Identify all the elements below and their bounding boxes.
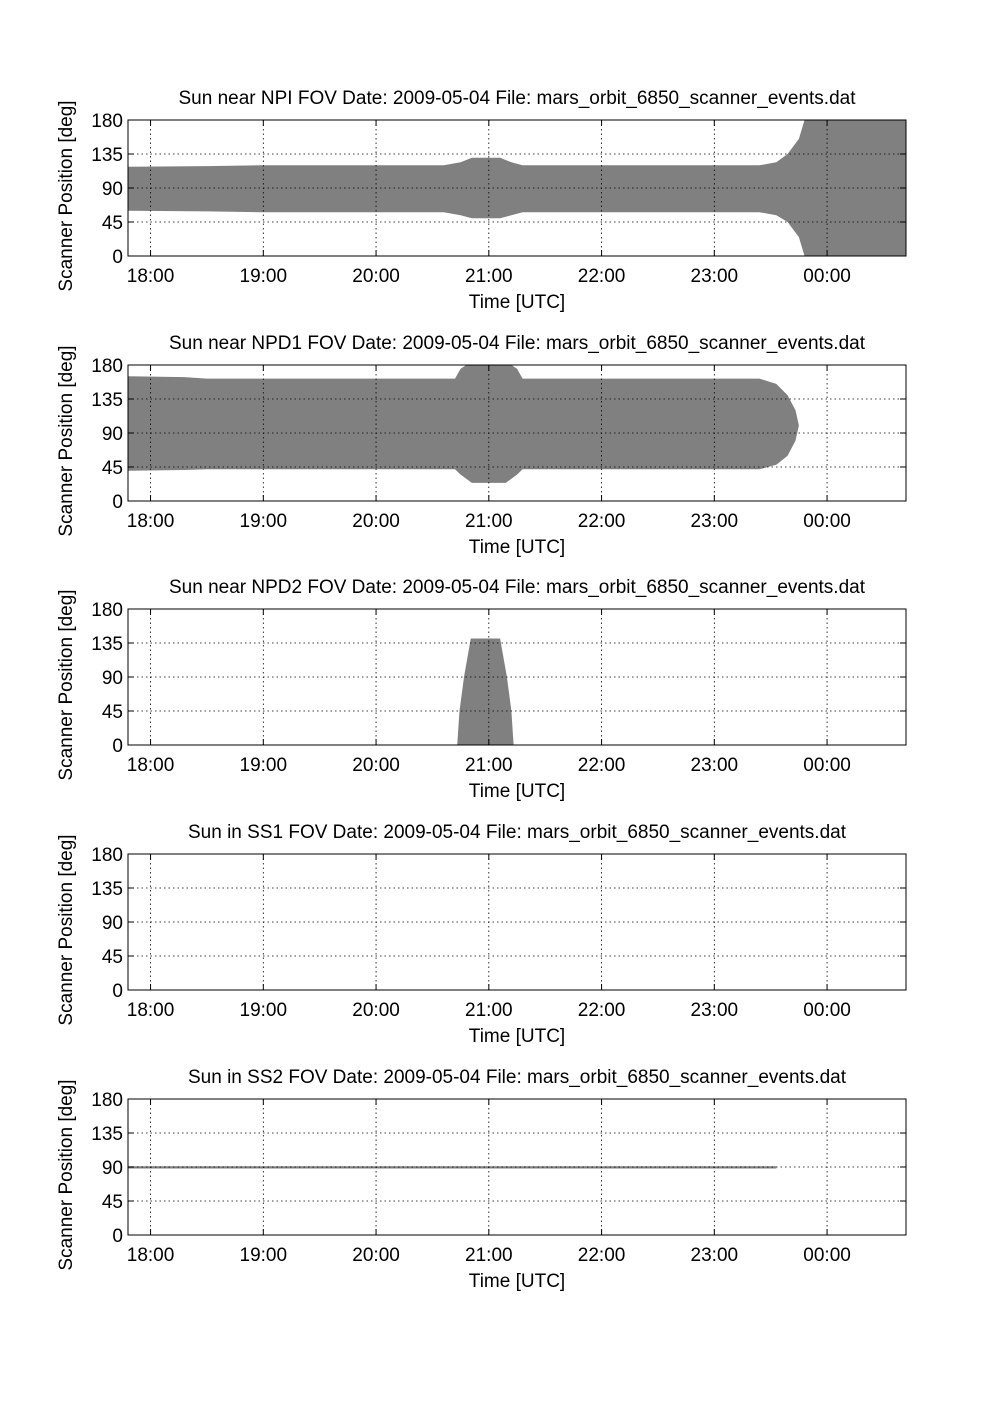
x-tick-label: 21:00 [465, 266, 513, 287]
y-tick-label: 90 [101, 179, 123, 200]
x-tick-label: 23:00 [690, 511, 739, 532]
event-band [457, 639, 513, 746]
subplot-4 [56, 822, 906, 1047]
y-tick-label: 0 [112, 247, 123, 268]
x-tick-label: 21:00 [465, 755, 513, 776]
x-tick-label: 20:00 [352, 511, 400, 532]
chart-title: Sun near NPI FOV Date: 2009-05-04 File: mars_orbit_6850_scanner_events.dat [178, 88, 856, 109]
subplot-3 [56, 577, 906, 802]
x-tick-label: 20:00 [352, 266, 400, 287]
x-tick-label: 18:00 [126, 266, 175, 287]
chart-title: Sun near NPD2 FOV Date: 2009-05-04 File: mars_orbit_6850_scanner_events.dat [168, 577, 866, 598]
x-tick-label: 21:00 [465, 1000, 513, 1021]
chart-title: Sun near NPD1 FOV Date: 2009-05-04 File: mars_orbit_6850_scanner_events.dat [168, 333, 866, 354]
y-tick-label: 90 [101, 1158, 123, 1179]
x-axis-label: Time [UTC] [468, 1026, 566, 1047]
y-tick-label: 135 [91, 1124, 123, 1145]
y-tick-label: 0 [112, 736, 123, 757]
y-tick-label: 135 [91, 879, 123, 900]
x-tick-label: 23:00 [690, 266, 739, 287]
x-tick-label: 18:00 [126, 1000, 175, 1021]
event-band [128, 365, 799, 483]
y-axis-label: Scanner Position [deg] [56, 834, 77, 1026]
x-tick-label: 22:00 [577, 755, 626, 776]
x-tick-label: 00:00 [803, 1000, 851, 1021]
x-tick-label: 21:00 [465, 511, 513, 532]
x-axis-label: Time [UTC] [468, 1271, 566, 1292]
x-tick-label: 00:00 [803, 1245, 851, 1266]
x-tick-label: 19:00 [239, 511, 288, 532]
x-tick-label: 18:00 [126, 1245, 175, 1266]
y-tick-label: 180 [91, 356, 123, 377]
subplot-2 [56, 333, 906, 558]
x-tick-label: 20:00 [352, 1000, 400, 1021]
y-tick-label: 45 [101, 947, 123, 968]
x-tick-label: 20:00 [352, 755, 400, 776]
y-tick-label: 180 [91, 600, 123, 621]
y-axis-label: Scanner Position [deg] [56, 345, 77, 537]
y-tick-label: 0 [112, 981, 123, 1002]
y-tick-label: 135 [91, 145, 123, 166]
x-tick-label: 21:00 [465, 1245, 513, 1266]
y-tick-label: 0 [112, 492, 123, 513]
chart-title: Sun in SS1 FOV Date: 2009-05-04 File: mars_orbit_6850_scanner_events.dat [188, 822, 846, 843]
y-axis-label: Scanner Position [deg] [56, 1079, 77, 1271]
y-axis-label: Scanner Position [deg] [56, 100, 77, 292]
x-tick-label: 20:00 [352, 1245, 400, 1266]
y-tick-label: 180 [91, 845, 123, 866]
axes-frame [128, 609, 906, 745]
x-tick-label: 00:00 [803, 511, 851, 532]
axes-frame [128, 854, 906, 990]
x-tick-label: 23:00 [690, 1000, 739, 1021]
x-tick-label: 22:00 [577, 511, 626, 532]
chart-title: Sun in SS2 FOV Date: 2009-05-04 File: mars_orbit_6850_scanner_events.dat [188, 1067, 846, 1088]
x-axis-label: Time [UTC] [468, 781, 566, 802]
x-tick-label: 23:00 [690, 1245, 739, 1266]
x-tick-label: 00:00 [803, 266, 851, 287]
y-tick-label: 45 [101, 1192, 123, 1213]
y-tick-label: 0 [112, 1226, 123, 1247]
y-tick-label: 45 [101, 702, 123, 723]
y-tick-label: 180 [91, 1090, 123, 1111]
y-tick-label: 90 [101, 913, 123, 934]
y-tick-label: 90 [101, 424, 123, 445]
x-tick-label: 00:00 [803, 755, 851, 776]
y-tick-label: 90 [101, 668, 123, 689]
y-tick-label: 45 [101, 213, 123, 234]
x-axis-label: Time [UTC] [468, 292, 566, 313]
x-tick-label: 19:00 [239, 1245, 288, 1266]
x-tick-label: 19:00 [239, 1000, 288, 1021]
y-tick-label: 135 [91, 634, 123, 655]
event-band [128, 120, 906, 256]
y-tick-label: 45 [101, 458, 123, 479]
x-axis-label: Time [UTC] [468, 537, 566, 558]
x-tick-label: 23:00 [690, 755, 739, 776]
x-tick-label: 18:00 [126, 755, 175, 776]
y-tick-label: 135 [91, 390, 123, 411]
x-tick-label: 22:00 [577, 1245, 626, 1266]
subplot-1 [56, 88, 906, 313]
x-tick-label: 22:00 [577, 1000, 626, 1021]
y-tick-label: 180 [91, 111, 123, 132]
x-tick-label: 19:00 [239, 266, 288, 287]
x-tick-label: 22:00 [577, 266, 626, 287]
subplot-5 [56, 1067, 906, 1292]
x-tick-label: 18:00 [126, 511, 175, 532]
y-axis-label: Scanner Position [deg] [56, 589, 77, 781]
x-tick-label: 19:00 [239, 755, 288, 776]
